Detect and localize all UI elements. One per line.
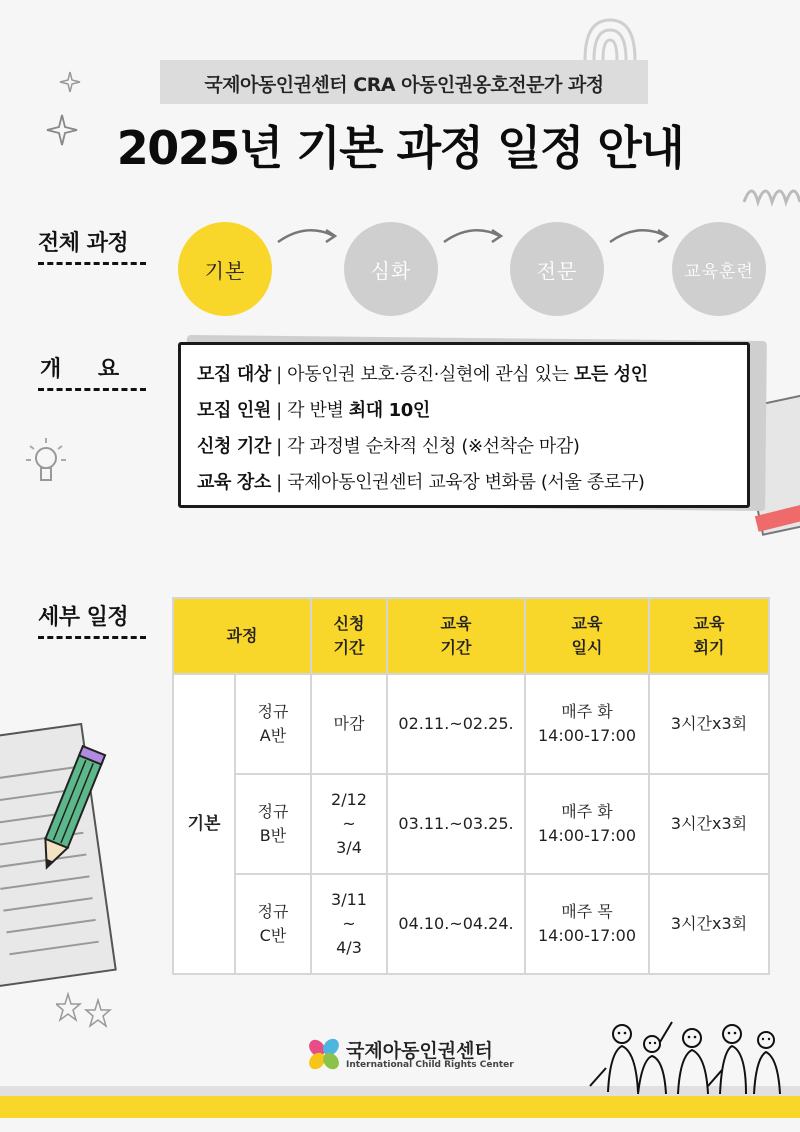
- class-cell: 정규 B반: [235, 774, 311, 874]
- org-name: 국제아동인권센터: [346, 1040, 493, 1062]
- apply-cell: 2/12 ~ 3/4: [311, 774, 387, 874]
- overview-key: 신청 기간: [197, 436, 271, 457]
- header-apply: 신청 기간: [311, 598, 387, 674]
- header-edu-time: 교육 일시: [525, 598, 649, 674]
- footer-band-yellow: [0, 1096, 800, 1118]
- overview-section-label: 개 요: [40, 357, 119, 382]
- period-cell: 02.11.~02.25.: [387, 674, 525, 774]
- overview-value-bold: 모든 성인: [573, 364, 648, 385]
- coil-icon: [742, 172, 800, 212]
- overview-row-location: [197, 465, 747, 501]
- arrow-icon: [442, 222, 506, 248]
- count-cell: 3시간x3회: [649, 774, 769, 874]
- overview-card: [178, 342, 750, 508]
- overview-value: 각 과정별 순차적 신청 (※선착순 마감): [287, 436, 580, 457]
- arrow-icon: [276, 222, 340, 248]
- overview-sep: |: [270, 364, 288, 385]
- step-advanced: 심화: [344, 222, 438, 316]
- subtitle: 국제아동인권센터 CRA 아동인권옹호전문가 과정: [204, 74, 604, 96]
- table-row: [173, 774, 769, 874]
- section-divider: [38, 262, 146, 265]
- count-cell: 3시간x3회: [649, 674, 769, 774]
- apply-cell: 3/11 ~ 4/3: [311, 874, 387, 974]
- step-basic: 기본: [178, 222, 272, 316]
- step-training: 교육훈련: [672, 222, 766, 316]
- overview-value: 아동인권 보호·증진·실현에 관심 있는: [287, 364, 574, 385]
- section-divider: [38, 388, 146, 391]
- overview-key: 교육 장소: [197, 472, 271, 493]
- schedule-table: [172, 597, 770, 975]
- process-section-label: 전체 과정: [38, 231, 129, 256]
- header-course: 과정: [173, 598, 311, 674]
- org-name-en: International Child Rights Center: [346, 1060, 514, 1070]
- header-edu-period: 교육 기간: [387, 598, 525, 674]
- sparkle-icon: [58, 70, 82, 94]
- overview-value: 각 반별: [287, 400, 349, 421]
- period-cell: 04.10.~04.24.: [387, 874, 525, 974]
- count-cell: 3시간x3회: [649, 874, 769, 974]
- star-icon: [56, 990, 116, 1030]
- header-edu-count: 교육 회기: [649, 598, 769, 674]
- overview-sep: |: [270, 400, 288, 421]
- overview-row-application: [197, 429, 747, 465]
- class-cell: 정규 A반: [235, 674, 311, 774]
- period-cell: 03.11.~03.25.: [387, 774, 525, 874]
- logo-flower-icon: [306, 1036, 342, 1072]
- arrow-icon: [608, 222, 672, 248]
- overview-value: 국제아동인권센터 교육장 변화룸 (서울 종로구): [287, 472, 645, 493]
- corner-swirl-icon: [580, 10, 640, 65]
- page-title: 2025년 기본 과정 일정 안내: [116, 121, 684, 175]
- overview-value-bold: 최대 10인: [348, 400, 430, 421]
- time-cell: 매주 화 14:00-17:00: [525, 674, 649, 774]
- overview-key: 모집 인원: [197, 400, 271, 421]
- overview-row-capacity: [197, 393, 747, 429]
- table-header-row: [173, 598, 769, 674]
- overview-sep: |: [270, 436, 288, 457]
- time-cell: 매주 화 14:00-17:00: [525, 774, 649, 874]
- section-divider: [38, 636, 146, 639]
- overview-key: 모집 대상: [197, 364, 271, 385]
- class-cell: 정규 C반: [235, 874, 311, 974]
- step-expert: 전문: [510, 222, 604, 316]
- pencil-icon: [30, 740, 110, 880]
- table-row: [173, 674, 769, 774]
- overview-row-target: [197, 357, 747, 393]
- lightbulb-icon: [24, 434, 68, 490]
- overview-sep: |: [270, 472, 288, 493]
- schedule-section-label: 세부 일정: [38, 605, 129, 630]
- time-cell: 매주 목 14:00-17:00: [525, 874, 649, 974]
- table-row: [173, 874, 769, 974]
- people-doodle-icon: [580, 1012, 790, 1096]
- group-cell: 기본: [173, 674, 235, 974]
- apply-cell: 마감: [311, 674, 387, 774]
